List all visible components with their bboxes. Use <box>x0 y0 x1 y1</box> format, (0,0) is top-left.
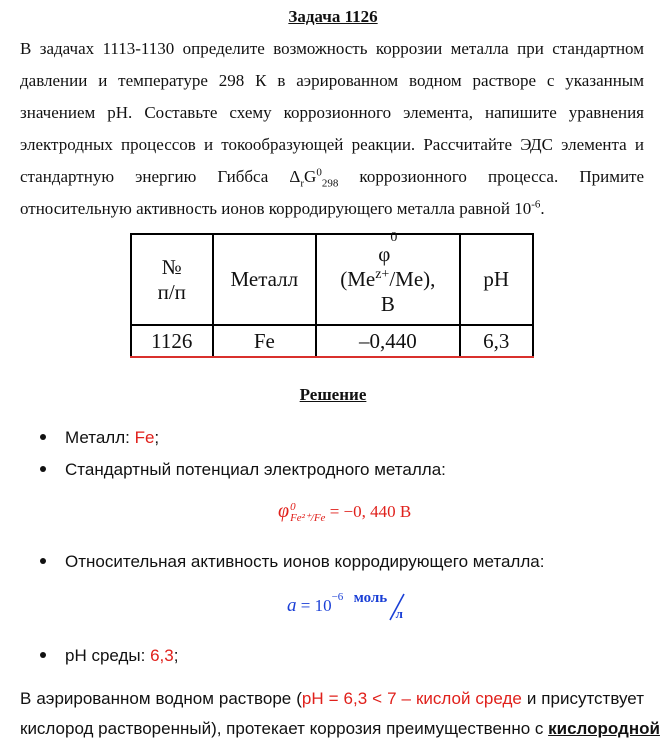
metal-data-table <box>130 230 534 358</box>
intro-line-2: давлении и температуре 298 К в аэрированном водном растворе с указанным <box>20 71 644 90</box>
solution-title: Решение <box>299 385 367 404</box>
intro-line-3: значением рН. Составьте схему коррозионного элемента, напишите уравнения <box>20 103 644 122</box>
task-title: Задача 1126 <box>288 7 378 26</box>
col-header-number: № п/п <box>131 234 213 325</box>
task-description <box>20 33 644 225</box>
intro-line-5-a: стандартную энергию Гиббса <box>20 167 269 186</box>
bullet-ph: рН среды: 6,3; <box>40 645 178 667</box>
activity-formula: $a = 10^{-6}$ моль л <box>287 592 410 622</box>
col-header-potential: $\varphi^0$ $(Me^{z+}/Me)$, В <box>316 234 459 325</box>
cell-potential: –0,440 <box>316 325 459 357</box>
intro-line-5 <box>20 161 644 193</box>
bullet-dot <box>40 434 46 440</box>
intro-line-4: электродных процессов и токообразующей реакции. Рассчитайте ЭДС элемента и <box>20 135 644 154</box>
bullet-dot <box>40 558 46 564</box>
col-header-metal: Металл <box>213 234 317 325</box>
gibbs-symbol: $\Delta_rG^0_{298}$ <box>289 166 339 190</box>
conclusion-line-1: В аэрированном водном растворе (рН = 6,3 < 7 – кислой среде и присутствует <box>20 689 644 708</box>
bullet-dot <box>40 652 46 658</box>
cell-metal: Fe <box>213 325 317 357</box>
bullet-activity: Относительная активность ионов корродирующего металла: <box>40 551 544 573</box>
intro-line-6: относительную активность ионов корродирующего металла равной $10^{-6}$. <box>20 198 545 218</box>
potential-formula: φ 0 Fe²⁺/Fe = −0, 440 В <box>278 500 412 525</box>
col-header-ph: pH <box>460 234 533 325</box>
conclusion-line-2: кислород растворенный), протекает коррозия преимущественно с кислородной <box>20 719 660 738</box>
intro-line-1: В задачах 1113-1130 определите возможность коррозии металла при стандартном <box>20 39 644 58</box>
table-header-row <box>131 234 533 325</box>
bullet-metal: Металл: Fe; <box>40 427 159 449</box>
cell-ph: 6,3 <box>460 325 533 357</box>
table-row <box>131 325 533 357</box>
bullet-dot <box>40 466 46 472</box>
intro-line-5-b: коррозионного процесса. Примите <box>359 167 645 186</box>
cell-number: 1126 <box>131 325 213 357</box>
bullet-potential: Стандартный потенциал электродного металла: <box>40 459 446 481</box>
conclusion-paragraph <box>20 684 660 744</box>
